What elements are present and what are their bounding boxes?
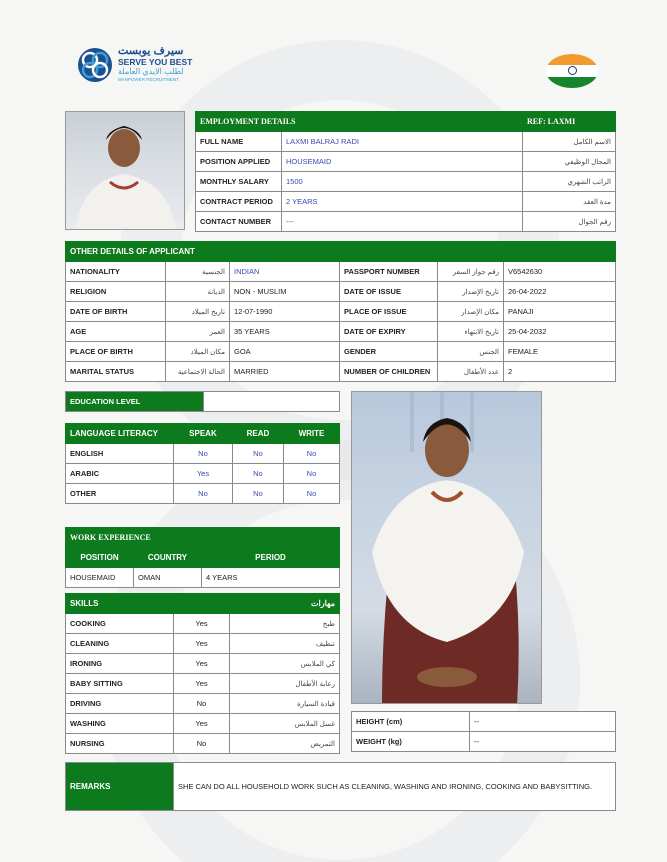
field-label: PASSPORT NUMBER <box>340 262 438 282</box>
field-arabic: رقم الجوال <box>523 212 616 232</box>
other-details-row <box>66 342 616 362</box>
work-experience-table <box>65 527 340 588</box>
read-header: READ <box>232 424 283 444</box>
field-arabic: مكان الميلاد <box>166 342 230 362</box>
employment-details-title: EMPLOYMENT DETAILS <box>196 112 523 132</box>
physical-row <box>352 732 616 752</box>
field-arabic: تاريخ الميلاد <box>166 302 230 322</box>
speak-value: No <box>174 444 233 464</box>
skill-value: Yes <box>174 674 230 694</box>
skill-arabic: قيادة السيارة <box>230 694 340 714</box>
employment-details-table <box>195 111 616 232</box>
field-arabic: الراتب الشهري <box>523 172 616 192</box>
field-value: 26-04-2022 <box>504 282 616 302</box>
read-value: No <box>232 464 283 484</box>
field-arabic: العمر <box>166 322 230 342</box>
field-arabic: رقم جواز السفر <box>438 262 504 282</box>
work-experience-row <box>66 568 340 588</box>
field-label: DATE OF ISSUE <box>340 282 438 302</box>
physical-row <box>352 712 616 732</box>
write-header: WRITE <box>283 424 339 444</box>
read-value: No <box>232 444 283 464</box>
write-value: No <box>283 444 339 464</box>
field-label: PLACE OF BIRTH <box>66 342 166 362</box>
country-header: COUNTRY <box>134 548 202 568</box>
field-value: MARRIED <box>230 362 340 382</box>
field-label: POSITION APPLIED <box>196 152 282 172</box>
language-literacy-table <box>65 423 340 504</box>
logo-arabic-sub: لطلب الايدي العاملة <box>118 67 184 76</box>
field-label: MONTHLY SALARY <box>196 172 282 192</box>
skill-arabic: رعاية الأطفال <box>230 674 340 694</box>
field-label: CONTACT NUMBER <box>196 212 282 232</box>
field-label: RELIGION <box>66 282 166 302</box>
field-label: NATIONALITY <box>66 262 166 282</box>
skill-row <box>66 654 340 674</box>
write-value: No <box>283 484 339 504</box>
other-details-row <box>66 362 616 382</box>
skill-value: Yes <box>174 614 230 634</box>
field-value: INDIAN <box>230 262 340 282</box>
education-level-table <box>65 391 340 412</box>
language-name: OTHER <box>66 484 174 504</box>
skill-name: NURSING <box>66 734 174 754</box>
skill-value: Yes <box>174 634 230 654</box>
field-arabic: تاريخ الانتهاء <box>438 322 504 342</box>
remarks-table <box>65 762 616 811</box>
field-value: PANAJI <box>504 302 616 322</box>
other-details-row <box>66 262 616 282</box>
skill-value: Yes <box>174 714 230 734</box>
field-value: 35 YEARS <box>230 322 340 342</box>
work-experience-title: WORK EXPERIENCE <box>66 528 340 548</box>
skill-row <box>66 734 340 754</box>
field-arabic: تاريخ الإصدار <box>438 282 504 302</box>
height-label: HEIGHT (cm) <box>352 712 470 732</box>
position-value: HOUSEMAID <box>66 568 134 588</box>
other-details-table <box>65 241 616 382</box>
skills-title-arabic: مهارات <box>230 594 340 614</box>
employment-row <box>196 132 616 152</box>
position-header: POSITION <box>66 548 134 568</box>
field-value: GOA <box>230 342 340 362</box>
physical-table <box>351 711 616 752</box>
field-value: 25-04-2032 <box>504 322 616 342</box>
field-label: NUMBER OF CHILDREN <box>340 362 438 382</box>
applicant-photo-small <box>65 111 185 230</box>
other-details-title: OTHER DETAILS OF APPLICANT <box>66 242 616 262</box>
field-label: MARITAL STATUS <box>66 362 166 382</box>
logo-sub: MANPOWER RECRUITMENT <box>118 77 179 82</box>
speak-value: No <box>174 484 233 504</box>
language-name: ARABIC <box>66 464 174 484</box>
field-label: DATE OF EXPIRY <box>340 322 438 342</box>
field-arabic: الجنس <box>438 342 504 362</box>
logo-name: SERVE YOU BEST <box>118 57 193 67</box>
field-label: AGE <box>66 322 166 342</box>
skill-name: DRIVING <box>66 694 174 714</box>
field-arabic: مكان الإصدار <box>438 302 504 322</box>
field-arabic: الجنسية <box>166 262 230 282</box>
weight-value: -- <box>470 732 616 752</box>
skill-value: Yes <box>174 654 230 674</box>
reference-label: REF: LAXMI <box>523 112 616 132</box>
write-value: No <box>283 464 339 484</box>
skill-value: No <box>174 694 230 714</box>
employment-row <box>196 192 616 212</box>
skill-name: CLEANING <box>66 634 174 654</box>
skills-table <box>65 593 340 754</box>
skill-arabic: تنظيف <box>230 634 340 654</box>
language-row <box>66 464 340 484</box>
applicant-photo-full <box>351 391 542 704</box>
skill-name: IRONING <box>66 654 174 674</box>
skill-arabic: غسل الملابس <box>230 714 340 734</box>
speak-value: Yes <box>174 464 233 484</box>
height-value: -- <box>470 712 616 732</box>
field-label: CONTRACT PERIOD <box>196 192 282 212</box>
language-row <box>66 444 340 464</box>
field-value: 2 <box>504 362 616 382</box>
field-label: GENDER <box>340 342 438 362</box>
other-details-row <box>66 302 616 322</box>
country-value: OMAN <box>134 568 202 588</box>
read-value: No <box>232 484 283 504</box>
skill-name: BABY SITTING <box>66 674 174 694</box>
remarks-text: SHE CAN DO ALL HOUSEHOLD WORK SUCH AS CLEANING, WASHING AND IRONING, COOKING AND BABYSITTING. <box>174 763 616 811</box>
field-value: FEMALE <box>504 342 616 362</box>
field-value: 12-07-1990 <box>230 302 340 322</box>
field-value: 1500 <box>282 172 523 192</box>
skill-row <box>66 714 340 734</box>
period-header: PERIOD <box>202 548 340 568</box>
employment-row <box>196 212 616 232</box>
logo-knot-icon <box>76 46 114 84</box>
field-arabic: الاسم الكامل <box>523 132 616 152</box>
skill-value: No <box>174 734 230 754</box>
field-value: V6542630 <box>504 262 616 282</box>
language-name: ENGLISH <box>66 444 174 464</box>
field-label: FULL NAME <box>196 132 282 152</box>
field-label: DATE OF BIRTH <box>66 302 166 322</box>
weight-label: WEIGHT (kg) <box>352 732 470 752</box>
education-level-label: EDUCATION LEVEL <box>66 392 204 412</box>
field-arabic: الديانة <box>166 282 230 302</box>
skills-title: SKILLS <box>66 594 230 614</box>
remarks-label: REMARKS <box>66 763 174 811</box>
skill-name: COOKING <box>66 614 174 634</box>
period-value: 4 YEARS <box>202 568 340 588</box>
field-value: LAXMI BALRAJ RADI <box>282 132 523 152</box>
field-label: PLACE OF ISSUE <box>340 302 438 322</box>
employment-row <box>196 152 616 172</box>
company-logo <box>76 44 196 88</box>
language-row <box>66 484 340 504</box>
skill-row <box>66 674 340 694</box>
skill-arabic: التمريض <box>230 734 340 754</box>
language-header: LANGUAGE LITERACY <box>66 424 174 444</box>
skill-name: WASHING <box>66 714 174 734</box>
field-value: --- <box>282 212 523 232</box>
field-arabic: عدد الأطفال <box>438 362 504 382</box>
skill-arabic: طبخ <box>230 614 340 634</box>
field-arabic: المجال الوظيفي <box>523 152 616 172</box>
field-arabic: الحالة الاجتماعية <box>166 362 230 382</box>
other-details-row <box>66 282 616 302</box>
skill-row <box>66 614 340 634</box>
employment-row <box>196 172 616 192</box>
skill-row <box>66 634 340 654</box>
skill-row <box>66 694 340 714</box>
india-flag-icon <box>546 54 598 88</box>
field-value: NON - MUSLIM <box>230 282 340 302</box>
education-level-value <box>204 392 340 412</box>
field-value: 2 YEARS <box>282 192 523 212</box>
logo-arabic-text: سيرف يوبست <box>118 45 184 57</box>
field-value: HOUSEMAID <box>282 152 523 172</box>
skill-arabic: كي الملابس <box>230 654 340 674</box>
field-arabic: مدة العقد <box>523 192 616 212</box>
speak-header: SPEAK <box>174 424 233 444</box>
other-details-row <box>66 322 616 342</box>
